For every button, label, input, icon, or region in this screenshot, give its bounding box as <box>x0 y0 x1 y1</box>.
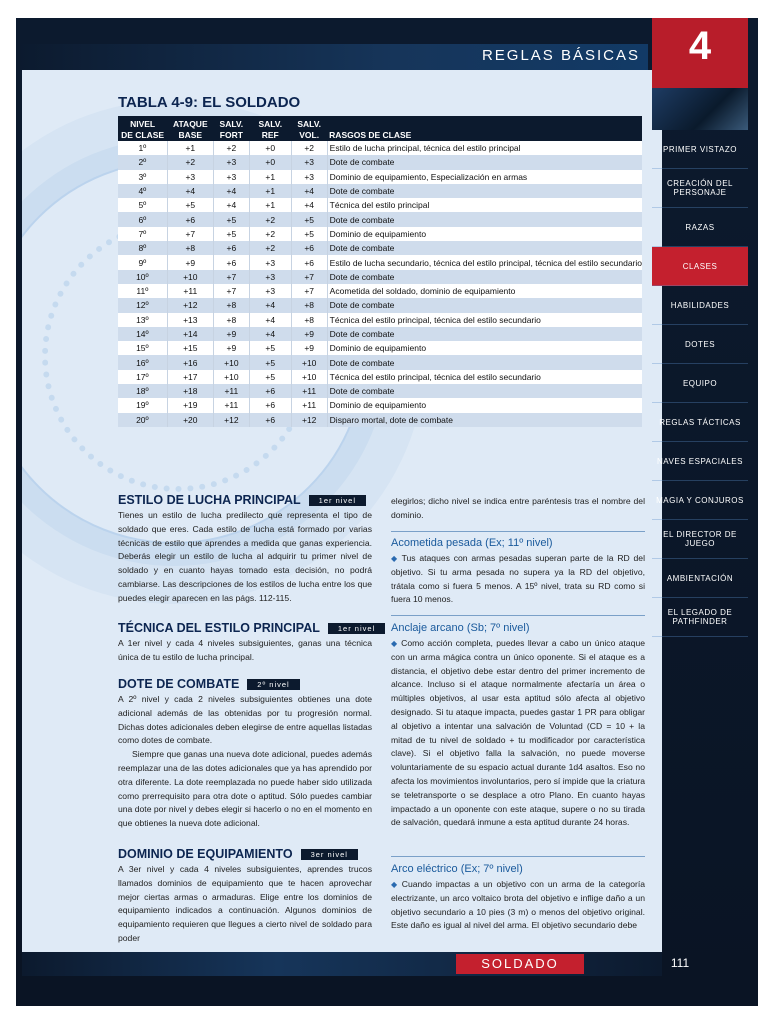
table-cell: +3 <box>249 284 291 298</box>
table-row <box>118 184 642 198</box>
table-cell: 20º <box>118 413 167 427</box>
header-fort: SALV. FORT <box>213 116 249 141</box>
table-cell: +3 <box>291 155 327 169</box>
table-cell: Dominio de equipamiento <box>327 227 642 241</box>
table-cell: 8º <box>118 241 167 255</box>
page-number: 111 <box>670 956 690 970</box>
table-row <box>118 384 642 398</box>
table-row <box>118 284 642 298</box>
table-cell: +0 <box>249 155 291 169</box>
nav-item-naves-espaciales[interactable]: NAVES ESPACIALES <box>652 442 748 481</box>
ability-text-anclaje-arcano: ◆ Como acción completa, puedes llevar a cabo un único ataque con un arma mágica contra un único oponente. Si el ataque es a distancia, el objetivo debe estar dentro del primer incremento de alcance. Incluso si el ataque normalmente afectaría un área o múltiples objetivos, al usar esta aptitud sólo afecta al objetivo designado. Si tu ataque impacta, puedes gastar 1 PR para obligar al objetivo a intentar una salvación de Voluntad (CD = 10 + la mitad de tu nivel de soldado + tu modificador por característica clave). Si el objetivo falla la salvación, no puede moverse voluntariamente de su espacio actual durante 1d4 asaltos. Eso no afecta los movimientos involuntarios, pero sí impide que la criatura se teletransporte o se desplace a otro Plano. En cuanto hayas impactado a un oponente con este ataque, supere o no su tirada de salvación, quedará inmune a esta aptitud durante 24 horas. <box>391 638 646 828</box>
table-cell: +5 <box>213 227 249 241</box>
table-cell: +9 <box>213 327 249 341</box>
table-cell: Dote de combate <box>327 327 642 341</box>
header-rasgos: RASGOS DE CLASE <box>327 116 642 141</box>
ability-text-arco-electrico: ◆ Cuando impactas a un objetivo con un arma de la categoría electrizante, un arco voltaico brota del objetivo e inflige daño a un objetivo secundario a 10 pies (3 m) o menos del objetivo original. Este daño es igual al nivel del arma. El objetivo secundario debe <box>391 879 646 931</box>
header-title: REGLAS BÁSICAS <box>481 47 640 64</box>
table-cell: +18 <box>167 384 213 398</box>
table-row <box>118 341 642 355</box>
table-cell: +12 <box>167 298 213 312</box>
table-cell: +6 <box>291 255 327 269</box>
chapter-tab[interactable] <box>652 18 748 88</box>
table-cell: 9º <box>118 255 167 269</box>
section-title-dote-combate: DOTE DE COMBATE 2º nivel <box>118 677 300 691</box>
table-cell: 2º <box>118 155 167 169</box>
table-cell: +17 <box>167 370 213 384</box>
table-cell: Acometida del soldado, dominio de equipamiento <box>327 284 642 298</box>
table-cell: +1 <box>167 141 213 155</box>
table-cell: +6 <box>249 384 291 398</box>
table-cell: 10º <box>118 270 167 284</box>
table-cell: +5 <box>213 212 249 226</box>
table-cell: +19 <box>167 398 213 412</box>
table-cell: +6 <box>249 398 291 412</box>
nav-item-habilidades[interactable]: HABILIDADES <box>652 286 748 325</box>
table-cell: Estilo de lucha principal, técnica del estilo principal <box>327 141 642 155</box>
section-title-tecnica-principal: TÉCNICA DEL ESTILO PRINCIPAL 1er nivel <box>118 621 385 635</box>
table-cell: +8 <box>167 241 213 255</box>
ability-title-anclaje-arcano: Anclaje arcano (Sb; 7º nivel) <box>391 622 530 634</box>
divider <box>391 531 645 532</box>
table-row <box>118 227 642 241</box>
nav-item-director-juego[interactable]: EL DIRECTOR DE JUEGO <box>652 520 748 559</box>
table-cell: +7 <box>213 284 249 298</box>
table-cell: Disparo mortal, dote de combate <box>327 413 642 427</box>
table-cell: +11 <box>291 398 327 412</box>
table-cell: Estilo de lucha secundario, técnica del estilo principal, técnica del estilo secundario <box>327 255 642 269</box>
section-title-estilo-principal: ESTILO DE LUCHA PRINCIPAL 1er nivel <box>118 493 366 507</box>
table-cell: +9 <box>291 341 327 355</box>
nav-item-razas[interactable]: RAZAS <box>652 208 748 247</box>
paragraph: A 2º nivel y cada 2 niveles subsiguientes obtienes una dote adicional además de las obtenidas por tu progresión normal. Dichas dotes adicionales deben elegirse de entre aquellas listadas como dotes de combate. <box>118 694 372 746</box>
section-text-dote-combate <box>118 693 372 831</box>
table-cell: +4 <box>249 313 291 327</box>
table-cell: Técnica del estilo principal, técnica del estilo secundario <box>327 370 642 384</box>
table-cell: 6º <box>118 212 167 226</box>
table-cell: +8 <box>213 298 249 312</box>
section-text-dominio-equipamiento: A 3er nivel y cada 4 niveles subsiguientes, aprendes trucos llamados dominios de equipamiento que te hacen aprovechar mejor ciertas armas o armaduras. Elige entre los dominios de equipamiento indicados a continuación. Algunos dominios de equipamiento requieren que llegues a cierto nivel de soldado para poder <box>118 864 372 943</box>
table-cell: +6 <box>249 413 291 427</box>
table-row <box>118 212 642 226</box>
nav-item-primer-vistazo[interactable]: PRIMER VISTAZO <box>652 130 748 169</box>
table-cell: +5 <box>249 370 291 384</box>
table-cell: +6 <box>167 212 213 226</box>
table-cell: +3 <box>213 170 249 184</box>
table-row <box>118 155 642 169</box>
table-cell: +2 <box>167 155 213 169</box>
table-cell: +4 <box>291 198 327 212</box>
section-title-dominio-equipamiento: DOMINIO DE EQUIPAMIENTO 3er nivel <box>118 847 358 861</box>
table-cell: +4 <box>291 184 327 198</box>
header-vol: SALV. VOL. <box>291 116 327 141</box>
table-cell: Dote de combate <box>327 384 642 398</box>
paragraph: Siempre que ganas una nueva dote adicional, puedes además reemplazar una de las dotes adicionales que ya has aprendido por otra diferente. La dote reemplazada no puede haber sido utilizada como prerrequisito para otra dote o aptitud. Sólo puedes cambiar una dote por nivel y debes elegir si hacerlo o no en el momento en que obtienes la nueva dote adicional. <box>118 749 372 829</box>
table-cell: Dote de combate <box>327 155 642 169</box>
table-cell: 3º <box>118 170 167 184</box>
table-cell: +6 <box>213 255 249 269</box>
table-cell: +5 <box>167 198 213 212</box>
table-cell: +10 <box>291 370 327 384</box>
table-cell: +4 <box>213 184 249 198</box>
table-cell: Dote de combate <box>327 298 642 312</box>
table-cell: +9 <box>213 341 249 355</box>
table-row <box>118 413 642 427</box>
table-cell: +4 <box>249 327 291 341</box>
table-cell: Técnica del estilo principal, técnica del estilo secundario <box>327 313 642 327</box>
divider <box>391 615 645 616</box>
table-cell: +20 <box>167 413 213 427</box>
nav-item-ambientacion[interactable]: AMBIENTACIÓN <box>652 559 748 598</box>
table-cell: 15º <box>118 341 167 355</box>
table-cell: +3 <box>167 170 213 184</box>
table-cell: +5 <box>291 227 327 241</box>
table-cell: +3 <box>291 170 327 184</box>
class-table <box>118 116 642 427</box>
divider <box>391 856 645 857</box>
table-row <box>118 313 642 327</box>
header-ref: SALV. REF <box>249 116 291 141</box>
table-cell: +5 <box>249 341 291 355</box>
table-title: TABLA 4-9: EL SOLDADO <box>118 94 301 111</box>
chapter-number: 4 <box>688 24 712 68</box>
table-cell: +9 <box>167 255 213 269</box>
table-cell: 17º <box>118 370 167 384</box>
table-cell: +3 <box>213 155 249 169</box>
table-cell: +5 <box>249 355 291 369</box>
table-cell: +8 <box>291 313 327 327</box>
table-cell: Dominio de equipamiento <box>327 341 642 355</box>
table-cell: Técnica del estilo principal <box>327 198 642 212</box>
nav-item-equipo[interactable]: EQUIPO <box>652 364 748 403</box>
section-text-tecnica-principal: A 1er nivel y cada 4 niveles subsiguientes, ganas una técnica única de tu estilo de lucha principal. <box>118 638 372 662</box>
level-tag: 1er nivel <box>309 495 366 506</box>
table-cell: +12 <box>291 413 327 427</box>
table-cell: +7 <box>291 270 327 284</box>
table-cell: 16º <box>118 355 167 369</box>
table-cell: +10 <box>167 270 213 284</box>
table-cell: +4 <box>213 198 249 212</box>
table-cell: 13º <box>118 313 167 327</box>
header-ataque: ATAQUE BASE <box>167 116 213 141</box>
section-text-estilo-principal: Tienes un estilo de lucha predilecto que representa el tipo de soldado que eres. Cada estilo de lucha está formado por varias técnicas de estilo que aprendes a medida que ganas experiencia. Deberás elegir un estilo de lucha al adquirir tu primer nivel de soldado y en cuanto hayas tomado esta decisión, no podrá cambiarse. Las descripciones de los estilos de lucha entre los que puedes elegir aparecen en las págs. 112-115. <box>118 510 372 603</box>
table-cell: 1º <box>118 141 167 155</box>
table-row <box>118 255 642 269</box>
nav-item-reglas-tacticas[interactable]: REGLAS TÁCTICAS <box>652 403 748 442</box>
table-row <box>118 398 642 412</box>
table-cell: +6 <box>291 241 327 255</box>
table-cell: +9 <box>291 327 327 341</box>
table-cell: +1 <box>249 170 291 184</box>
table-row <box>118 141 642 155</box>
nav-item-legado-pathfinder[interactable]: EL LEGADO DE PATHFINDER <box>652 598 748 637</box>
table-cell: +0 <box>249 141 291 155</box>
table-cell: +11 <box>291 384 327 398</box>
table-cell: +2 <box>291 141 327 155</box>
nav-item-clases[interactable]: CLASES <box>652 247 748 286</box>
diamond-bullet-icon: ◆ <box>391 880 399 889</box>
table-cell: +5 <box>291 212 327 226</box>
table-cell: +15 <box>167 341 213 355</box>
header-bar <box>16 44 648 70</box>
table-cell: +6 <box>213 241 249 255</box>
table-cell: Dominio de equipamiento <box>327 398 642 412</box>
table-cell: Dote de combate <box>327 355 642 369</box>
table-row <box>118 241 642 255</box>
level-tag: 3er nivel <box>301 849 358 860</box>
table-cell: +8 <box>213 313 249 327</box>
table-cell: +11 <box>213 398 249 412</box>
table-cell: +3 <box>249 270 291 284</box>
table-cell: +3 <box>249 255 291 269</box>
table-cell: +4 <box>167 184 213 198</box>
table-cell: 19º <box>118 398 167 412</box>
table-cell: +2 <box>249 227 291 241</box>
table-cell: +10 <box>213 370 249 384</box>
table-cell: +16 <box>167 355 213 369</box>
table-cell: +10 <box>291 355 327 369</box>
table-row <box>118 198 642 212</box>
ability-title-acometida-pesada: Acometida pesada (Ex; 11º nivel) <box>391 537 553 549</box>
table-cell: +2 <box>213 141 249 155</box>
table-cell: +7 <box>291 284 327 298</box>
table-row <box>118 370 642 384</box>
table-cell: +1 <box>249 184 291 198</box>
table-row <box>118 170 642 184</box>
table-cell: 18º <box>118 384 167 398</box>
right-intro-text: elegirlos; dicho nivel se indica entre paréntesis tras el nombre del dominio. <box>391 496 645 520</box>
diamond-bullet-icon: ◆ <box>391 554 399 563</box>
table-cell: Dote de combate <box>327 241 642 255</box>
table-cell: +11 <box>213 384 249 398</box>
nav-item-dotes[interactable]: DOTES <box>652 325 748 364</box>
table-cell: 14º <box>118 327 167 341</box>
chapter-thumbnail <box>652 88 748 130</box>
table-header-row <box>118 116 642 141</box>
level-tag: 2º nivel <box>247 679 299 690</box>
table-row <box>118 327 642 341</box>
diamond-bullet-icon: ◆ <box>391 639 399 648</box>
table-cell: Dominio de equipamiento, Especialización en armas <box>327 170 642 184</box>
table-cell: +14 <box>167 327 213 341</box>
table-cell: 5º <box>118 198 167 212</box>
footer-title: SOLDADO <box>481 956 559 971</box>
table-cell: +2 <box>249 212 291 226</box>
table-row <box>118 298 642 312</box>
table-row <box>118 355 642 369</box>
table-cell: +7 <box>213 270 249 284</box>
table-cell: +12 <box>213 413 249 427</box>
table-cell: +4 <box>249 298 291 312</box>
ability-title-arco-electrico: Arco eléctrico (Ex; 7º nivel) <box>391 863 523 875</box>
table-cell: 11º <box>118 284 167 298</box>
chapter-nav <box>652 130 748 637</box>
ability-text-acometida-pesada: ◆ Tus ataques con armas pesadas superan parte de la RD del objetivo. Si tu arma pesada no supera ya la RD del objetivo, trátala como si fuera 5 menos. A 15º nivel, trata su RD como si fuera 10 menos. <box>391 553 645 605</box>
table-cell: Dote de combate <box>327 184 642 198</box>
table-cell: +1 <box>249 198 291 212</box>
nav-item-magia-conjuros[interactable]: MAGIA Y CONJUROS <box>652 481 748 520</box>
nav-item-creacion-personaje[interactable]: CREACIÓN DEL PERSONAJE <box>652 169 748 208</box>
table-cell: +11 <box>167 284 213 298</box>
table-cell: Dote de combate <box>327 212 642 226</box>
table-cell: +2 <box>249 241 291 255</box>
table-cell: +10 <box>213 355 249 369</box>
header-nivel: NIVEL DE CLASE <box>118 116 167 141</box>
table-cell: Dote de combate <box>327 270 642 284</box>
table-cell: +7 <box>167 227 213 241</box>
table-cell: +13 <box>167 313 213 327</box>
table-cell: 4º <box>118 184 167 198</box>
table-cell: +8 <box>291 298 327 312</box>
table-cell: 12º <box>118 298 167 312</box>
table-cell: 7º <box>118 227 167 241</box>
table-row <box>118 270 642 284</box>
level-tag: 1er nivel <box>328 623 385 634</box>
